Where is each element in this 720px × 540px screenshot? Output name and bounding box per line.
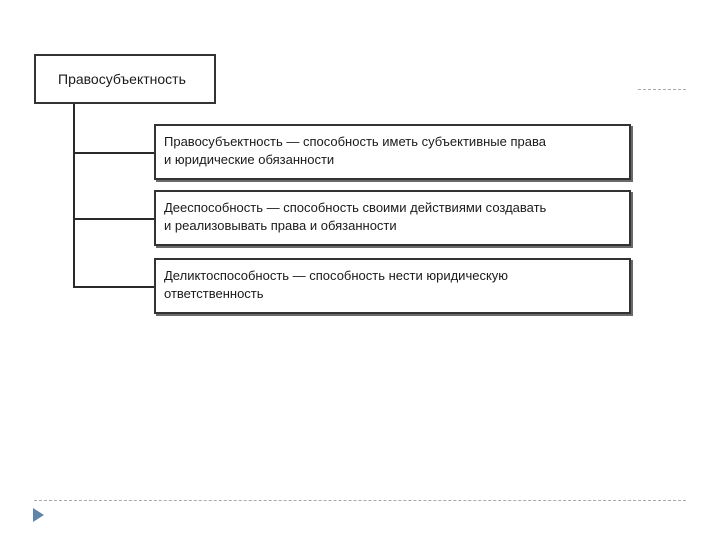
- branch-connector-1: [73, 152, 156, 154]
- definition-line: Дееспособность — способность своими действиями создавать: [164, 200, 547, 215]
- branch-connector-3: [73, 286, 156, 288]
- decorative-dashed-divider-top: [638, 89, 686, 90]
- tree-trunk-line: [73, 104, 75, 288]
- definition-line: ответственность: [164, 286, 264, 301]
- definition-box-tort-capacity: [154, 258, 631, 314]
- decorative-dashed-divider-bottom: [34, 500, 686, 501]
- definition-box-legal-capacity: [154, 190, 631, 246]
- definition-line: Деликтоспособность — способность нести юридическую: [164, 268, 509, 283]
- root-concept-box: [34, 54, 216, 104]
- definition-line: Правосубъектность — способность иметь субъективные права: [164, 134, 546, 149]
- root-concept-label: Правосубъектность: [58, 71, 186, 87]
- triangle-bullet-icon: [33, 508, 44, 522]
- branch-connector-2: [73, 218, 156, 220]
- definition-line: и юридические обязанности: [164, 152, 335, 167]
- definition-box-legal-personality: [154, 124, 631, 180]
- definition-line: и реализовывать права и обязанности: [164, 218, 397, 233]
